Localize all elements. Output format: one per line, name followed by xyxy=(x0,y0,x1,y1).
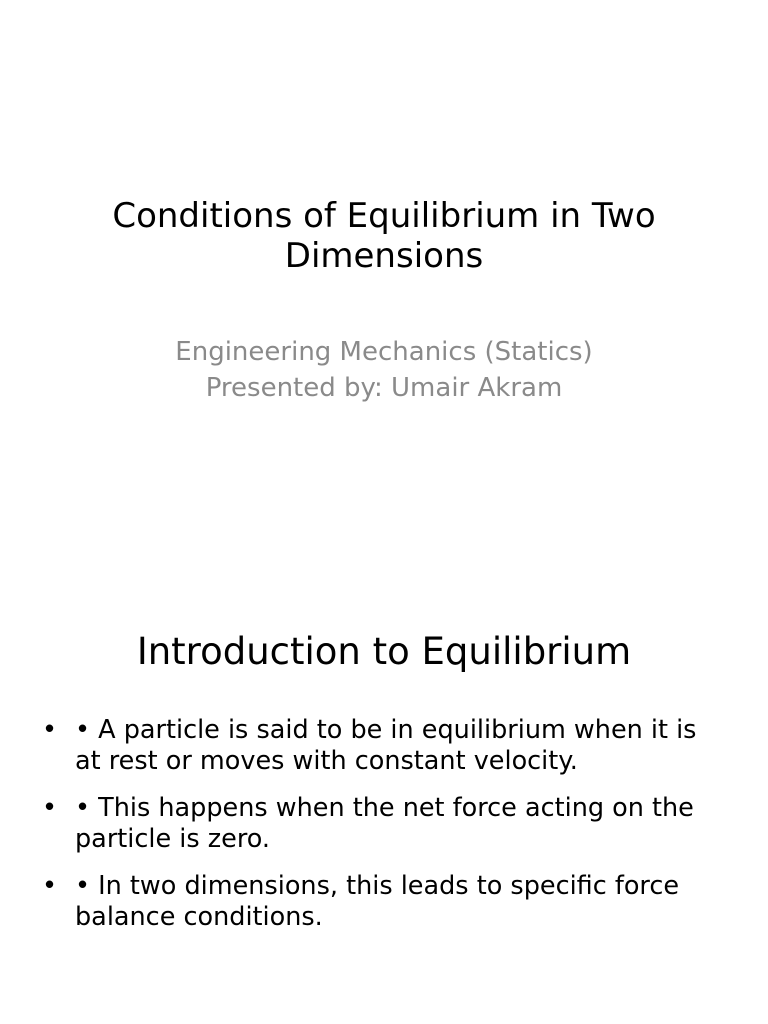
bullet-item xyxy=(40,793,730,855)
bullet-item xyxy=(40,715,730,777)
content-slide xyxy=(0,576,768,1024)
subtitle-presenter: Presented by: Umair Akram xyxy=(205,373,563,403)
bullet-list xyxy=(40,715,730,949)
bullet-marker: • xyxy=(42,715,58,745)
bullet-marker: • xyxy=(42,793,58,823)
bullet-text: • In two dimensions, this leads to specific force balance conditions. xyxy=(75,871,680,932)
slide-title: Introduction to Equilibrium xyxy=(136,630,632,673)
bullet-text: • A particle is said to be in equilibrium when it is at rest or moves with constant velocity. xyxy=(75,715,697,776)
bullet-item xyxy=(40,871,730,933)
slide-subtitle xyxy=(40,334,728,406)
bullet-text: • This happens when the net force acting on the particle is zero. xyxy=(75,793,694,854)
subtitle-course: Engineering Mechanics (Statics) xyxy=(175,337,593,367)
bullet-marker: • xyxy=(42,871,58,901)
slide-title: Conditions of Equilibrium in Two Dimensions xyxy=(112,196,656,276)
